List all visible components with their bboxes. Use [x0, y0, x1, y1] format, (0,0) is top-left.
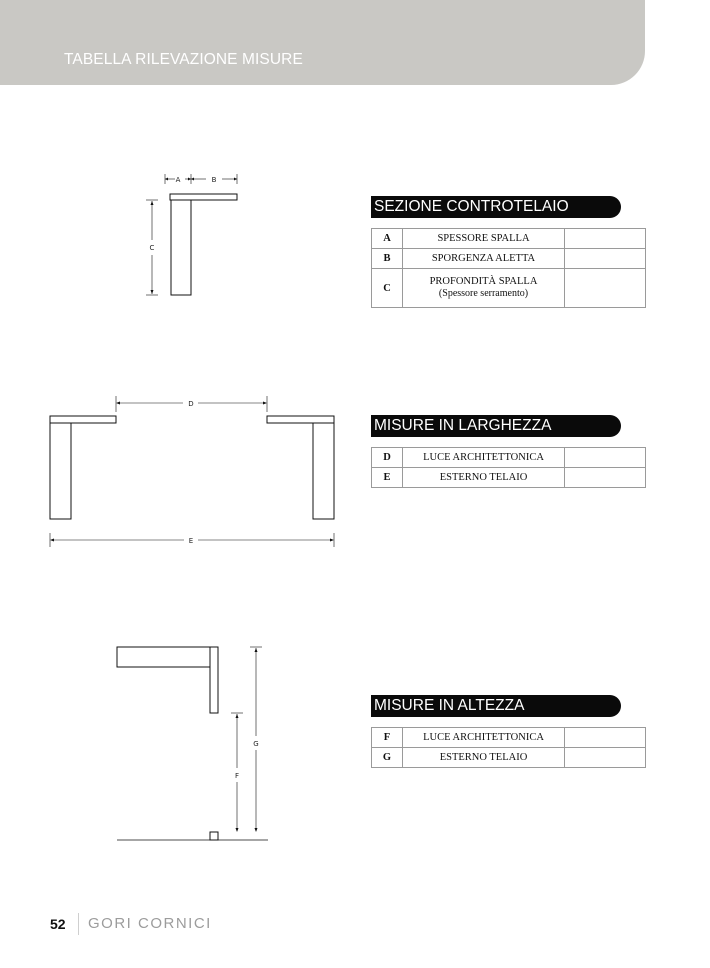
brand-logo: GORI CORNICI: [88, 915, 212, 932]
altezza-table: [371, 727, 646, 768]
header-band: [0, 0, 645, 85]
table-row: [372, 448, 646, 468]
section-diagram: [140, 170, 250, 305]
larghezza-table: [371, 447, 646, 488]
row-code: E: [372, 468, 403, 488]
row-code: F: [372, 728, 403, 748]
table-row: [372, 249, 646, 269]
larghezza-title: MISURE IN LARGHEZZA: [371, 415, 621, 437]
row-label: ESTERNO TELAIO: [403, 748, 565, 768]
sezione-title: SEZIONE CONTROTELAIO: [371, 196, 621, 218]
misure-altezza-section: [371, 695, 646, 768]
value-field[interactable]: [565, 748, 646, 768]
page-number: 52: [50, 916, 66, 932]
row-label: LUCE ARCHITETTONICA: [403, 448, 565, 468]
row-label: LUCE ARCHITETTONICA: [403, 728, 565, 748]
value-field[interactable]: [565, 468, 646, 488]
table-row: [372, 468, 646, 488]
dim-label-a: A: [175, 176, 181, 184]
value-field[interactable]: [565, 448, 646, 468]
dim-label-g: G: [253, 740, 259, 748]
row-label: SPESSORE SPALLA: [403, 229, 565, 249]
misure-larghezza-section: [371, 415, 646, 488]
table-row: [372, 728, 646, 748]
value-field[interactable]: [565, 269, 646, 308]
dim-label-f: F: [234, 772, 240, 780]
dim-label-c: C: [149, 244, 155, 252]
width-diagram: [40, 392, 345, 552]
table-row: [372, 229, 646, 249]
footer-divider: [78, 913, 79, 935]
dim-label-d: D: [188, 400, 194, 408]
row-code: B: [372, 249, 403, 269]
row-code: A: [372, 229, 403, 249]
altezza-title: MISURE IN ALTEZZA: [371, 695, 621, 717]
row-label: PROFONDITÀ SPALLA: [429, 276, 538, 287]
row-label: SPORGENZA ALETTA: [403, 249, 565, 269]
value-field[interactable]: [565, 249, 646, 269]
row-label-cell: [403, 269, 565, 308]
value-field[interactable]: [565, 229, 646, 249]
table-row: [372, 269, 646, 308]
sezione-controtelaio-section: [371, 196, 646, 308]
height-diagram: [110, 638, 275, 848]
row-sublabel: (Spessore serramento): [438, 288, 529, 299]
table-row: [372, 748, 646, 768]
page-title: TABELLA RILEVAZIONE MISURE: [64, 51, 303, 68]
row-code: G: [372, 748, 403, 768]
sezione-table: [371, 228, 646, 308]
row-code: D: [372, 448, 403, 468]
value-field[interactable]: [565, 728, 646, 748]
row-label: ESTERNO TELAIO: [403, 468, 565, 488]
dim-label-b: B: [211, 176, 217, 184]
dim-label-e: E: [188, 537, 194, 545]
row-code: C: [372, 269, 403, 308]
